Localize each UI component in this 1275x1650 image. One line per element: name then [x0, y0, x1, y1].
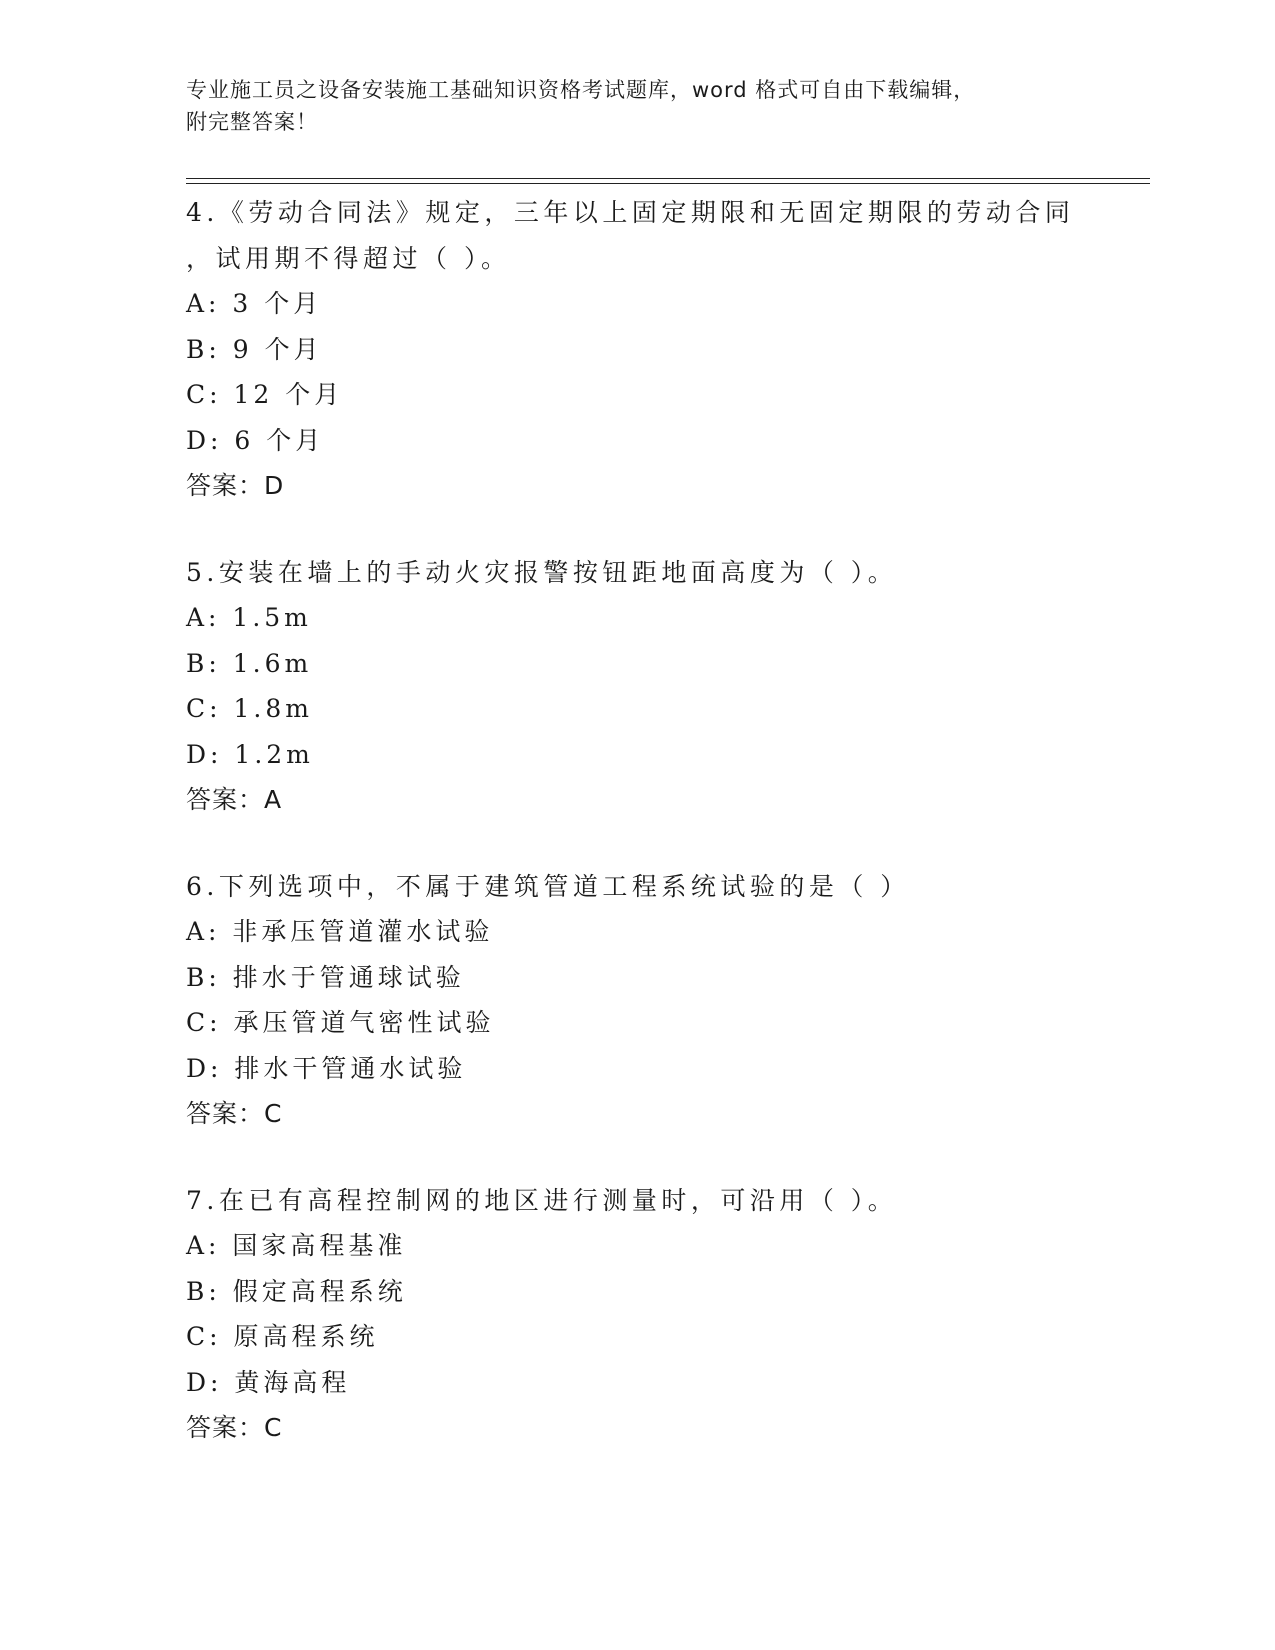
question-stem: 5.安装在墙上的手动火灾报警按钮距地面高度为（ ）。 [186, 557, 898, 587]
option-b: B: 排水于管通球试验 [186, 962, 465, 992]
option-a: A: 国家高程基准 [186, 1231, 407, 1260]
option-c: C: 1.8m [186, 694, 313, 723]
header-line-2: 附完整答案！ [186, 110, 318, 134]
document-header [186, 74, 1086, 138]
answer: 答案：C [186, 1413, 283, 1442]
question-stem: 7.在已有高程控制网的地区进行测量时，可沿用（ ）。 [186, 1185, 898, 1215]
question-5 [186, 550, 1146, 823]
header-line-1: 专业施工员之设备安装施工基础知识资格考试题库，word 格式可自由下载编辑， [186, 78, 976, 102]
answer: 答案：D [186, 471, 285, 500]
option-d: D: 黄海高程 [186, 1367, 351, 1397]
answer: 答案：A [186, 785, 283, 814]
option-a: A: 1.5m [186, 603, 312, 632]
option-a: A: 3 个月 [186, 289, 323, 318]
option-d: D: 6 个月 [186, 425, 325, 455]
header-divider-bottom [186, 183, 1150, 184]
option-c: C: 原高程系统 [186, 1322, 379, 1351]
header-divider-top [186, 178, 1150, 179]
question-4 [186, 190, 1146, 509]
question-list [186, 190, 1146, 1492]
option-c: C: 承压管道气密性试验 [186, 1008, 495, 1037]
option-b: B: 1.6m [186, 648, 313, 678]
question-7 [186, 1178, 1146, 1451]
option-b: B: 9 个月 [186, 334, 323, 364]
option-d: D: 排水干管通水试验 [186, 1053, 467, 1083]
question-6 [186, 864, 1146, 1137]
option-a: A: 非承压管道灌水试验 [186, 917, 494, 946]
option-c: C: 12 个月 [186, 380, 344, 409]
question-stem: 4.《劳动合同法》规定，三年以上固定期限和无固定期限的劳动合同 [186, 198, 1075, 227]
question-stem: 6.下列选项中，不属于建筑管道工程系统试验的是（ ） [186, 871, 910, 901]
option-d: D: 1.2m [186, 739, 314, 769]
question-stem-continued: ，试用期不得超过（ ）。 [186, 243, 511, 273]
option-b: B: 假定高程系统 [186, 1276, 407, 1306]
answer: 答案：C [186, 1099, 283, 1128]
